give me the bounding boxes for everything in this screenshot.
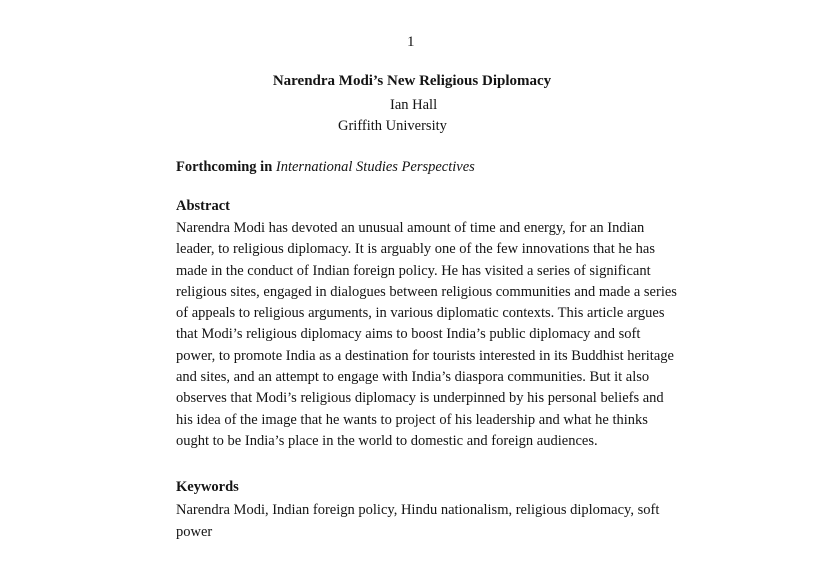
- abstract-line: that Modi’s religious diplomacy aims to boost India’s public diplomacy and soft: [176, 326, 641, 343]
- abstract-line: observes that Modi’s religious diplomacy is underpinned by his personal beliefs and: [176, 390, 664, 407]
- abstract-line: his idea of the image that he wants to project of his leadership and what he thinks: [176, 411, 648, 428]
- publication-note-prefix: Forthcoming in: [176, 159, 273, 175]
- journal-name: International Studies Perspectives: [275, 159, 475, 175]
- abstract-body: [176, 218, 677, 452]
- keywords-line: Narendra Modi, Indian foreign policy, Hindu nationalism, religious diplomacy, soft: [176, 502, 660, 518]
- keywords-line: power: [176, 523, 213, 540]
- abstract-line: power, to promote India as a destination for tourists interested in its Buddhist heritage: [176, 347, 674, 364]
- keywords-list: [176, 500, 659, 543]
- page-number: 1: [407, 34, 415, 50]
- abstract-heading: Abstract: [176, 198, 230, 214]
- abstract-line: of appeals to religious arguments, in various diplomatic contexts. This article argues: [176, 305, 665, 322]
- abstract-line: Narendra Modi has devoted an unusual amount of time and energy, for an Indian: [176, 220, 645, 236]
- paper-title: Narendra Modi’s New Religious Diplomacy: [272, 73, 552, 89]
- abstract-line: ought to be India’s place in the world to domestic and foreign audiences.: [176, 432, 598, 449]
- keywords-heading: Keywords: [176, 479, 239, 495]
- author-name: Ian Hall: [390, 97, 438, 113]
- abstract-line: and sites, and an attempt to engage with India’s diaspora communities. But it also: [176, 369, 650, 386]
- abstract-line: religious sites, engaged in dialogues between religious communities and made a series: [176, 283, 677, 300]
- publication-note: [176, 159, 475, 176]
- abstract-line: leader, to religious diplomacy. It is arguably one of the few innovations that he has: [176, 241, 656, 258]
- abstract-line: made in the conduct of Indian foreign policy. He has visited a series of significant: [176, 262, 651, 279]
- author-affiliation: Griffith University: [338, 118, 447, 134]
